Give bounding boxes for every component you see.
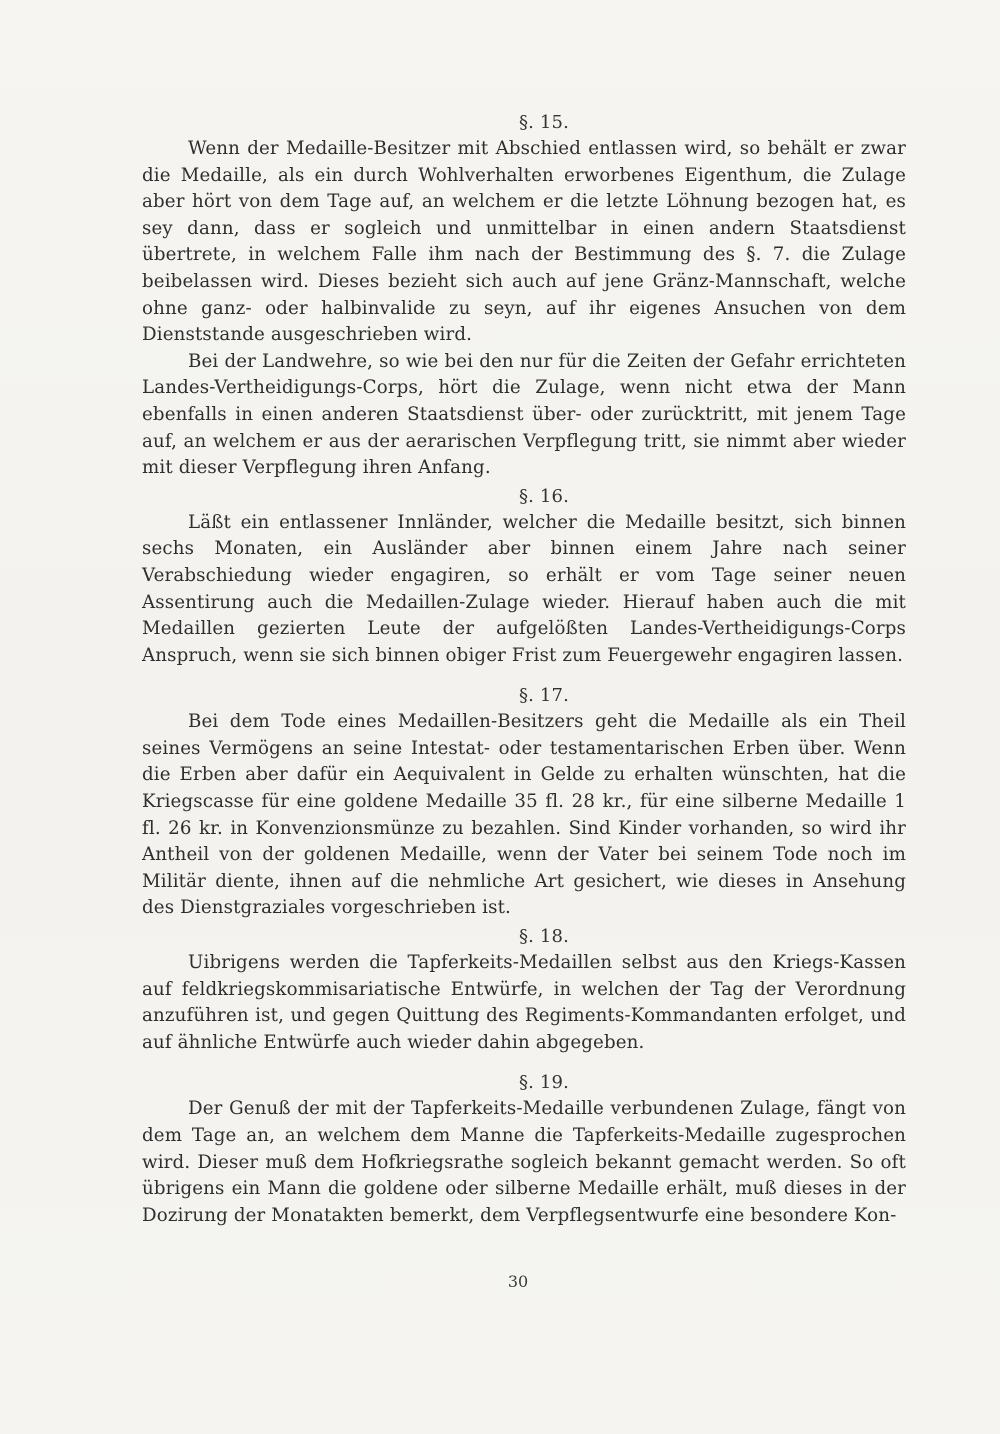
paragraph-16-1: Läßt ein entlassener Innländer, welcher die Medaille besitzt, sich binnen sechs Monaten, ein Ausländer aber binnen einem Jahre nach seiner Verabschiedung wieder engagiren, so erhält er vom Tage seiner neuen Assentirung auch die Medaillen-Zulage wieder. Hierauf haben auch die mit Medaillen gezierten Leute der aufgelößten Landes-Vertheidigungs-Corps Anspruch, wenn sie sich binnen obiger Frist zum Feuergewehr engagiren lassen.	[142, 511, 906, 666]
section-heading-17: §. 17.	[519, 685, 569, 707]
section-heading-19: §. 19.	[519, 1072, 569, 1094]
paragraph-15-1: Wenn der Medaille-Besitzer mit Abschied entlassen wird, so behält er zwar die Medaille, als ein durch Wohlverhalten erworbenes Eigenthum, die Zulage aber hört von dem Tage auf, an welchem er die letzte Löhnung bezogen hat, es sey dann, dass er sogleich und unmittelbar in einen andern Staatsdienst übertrete, in welchem Falle ihm nach der Bestimmung des §. 7. die Zulage beibelassen wird. Dieses bezieht sich auch auf jene Gränz-Mannschaft, welche ohne ganz- oder halbinvalide zu seyn, auf ihr eigenes Ansuchen von dem Dienststande ausgeschrieben wird.	[142, 138, 906, 346]
section-heading-15: §. 15.	[519, 112, 569, 133]
paragraph-15-2: Bei der Landwehre, so wie bei den nur für die Zeiten der Gefahr errichteten Landes-Vertheidigungs-Corps, hört die Zulage, wenn nicht etwa der Mann ebenfalls in einen anderen Staatsdienst über- oder zurücktritt, mit jenem Tage auf, an welchem er aus der aerarischen Verpflegung tritt, sie nimmt aber wieder mit dieser Verpflegung ihren Anfang.	[142, 350, 906, 479]
paragraph-17-1: Bei dem Tode eines Medaillen-Besitzers geht die Medaille als ein Theil seines Vermögens an seine Intestat- oder testamentarischen Erben über. Wenn die Erben aber dafür ein Aequivalent in Gelde zu erhalten wünschten, hat die Kriegscasse für eine goldene Medaille 35 fl. 28 kr., für eine silberne Medaille 1 fl. 26 kr. in Konvenzionsmünze zu bezahlen. Sind Kinder vorhanden, so wird ihr Antheil von der goldenen Medaille, wenn der Vater bei seinem Tode noch im Militär diente, ihnen auf die nehmliche Art gesichert, wie dieses in Ansehung des Dienstgraziales vorgeschrieben ist.	[142, 711, 906, 919]
paragraph-18-1: Uibrigens werden die Tapferkeits-Medaillen selbst aus den Kriegs-Kassen auf feldkriegskommisariatische Entwürfe, in welchen der Tag der Verordnung anzuführen ist, und gegen Quittung des Regiments-Kommandanten erfolget, und auf ähnliche Entwürfe auch wieder dahin abgegeben.	[142, 952, 906, 1053]
page-number: 30	[507, 1272, 529, 1291]
page-body	[142, 110, 906, 1229]
section-heading-18: §. 18.	[519, 926, 569, 948]
section-heading-16: §. 16.	[519, 485, 569, 507]
paragraph-19-1: Der Genuß der mit der Tapferkeits-Medaille verbundenen Zulage, fängt von dem Tage an, an welchem dem Manne die Tapferkeits-Medaille zugesprochen wird. Dieser muß dem Hofkriegsrathe sogleich bekannt gemacht werden. So oft übrigens ein Mann die goldene oder silberne Medaille erhält, muß dieses in der Dozirung der Monatakten bemerkt, dem Verpflegsentwurfe eine besondere Kon-	[142, 1098, 906, 1226]
